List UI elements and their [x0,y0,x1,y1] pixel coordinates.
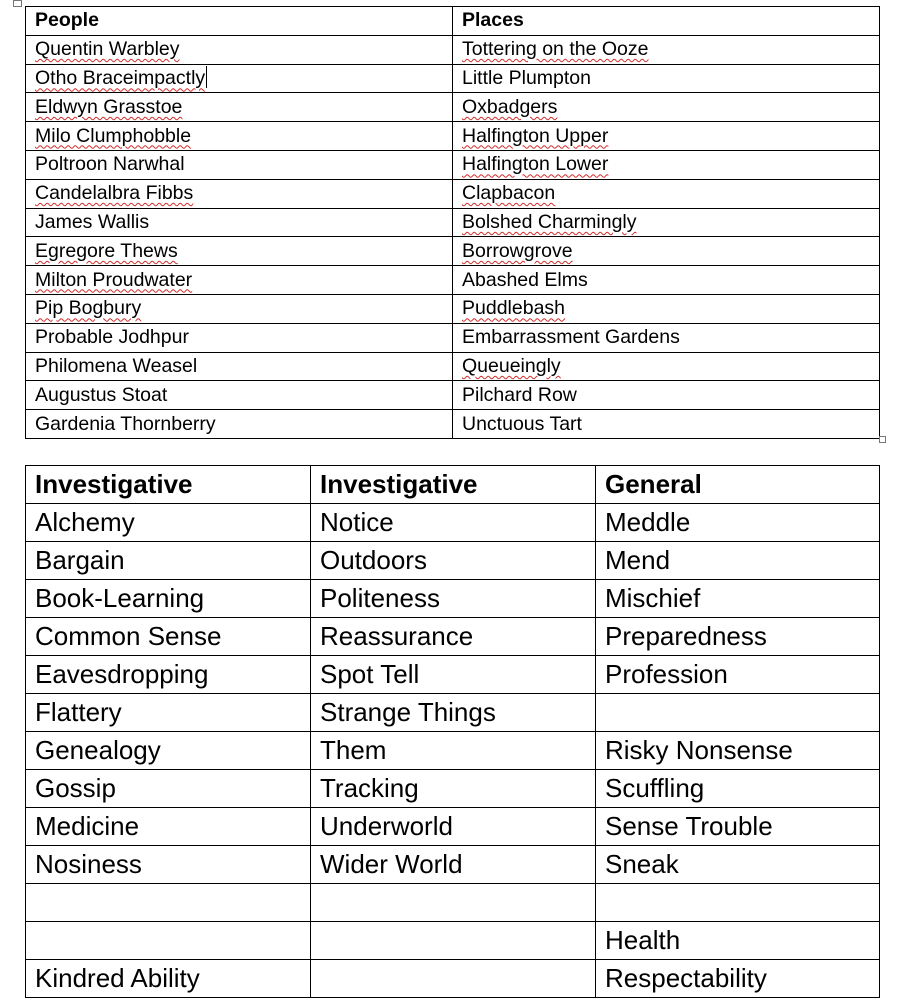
table-row [26,504,880,542]
header-cell-general[interactable]: General [596,466,880,504]
ability-cell-general[interactable]: Meddle [596,504,880,542]
table-row [26,846,880,884]
ability-cell-general[interactable]: Mischief [596,580,880,618]
table-row [26,808,880,846]
person-cell[interactable] [26,64,453,93]
place-cell[interactable] [453,35,880,64]
place-cell[interactable] [453,122,880,151]
ability-cell-general[interactable]: Preparedness [596,618,880,656]
ability-cell-general[interactable]: Scuffling [596,770,880,808]
ability-cell-investigative[interactable]: Notice [311,504,596,542]
ability-cell-investigative[interactable]: Gossip [26,770,311,808]
person-cell[interactable] [26,237,453,266]
place-cell[interactable] [453,266,880,295]
table-row [26,294,880,323]
ability-cell-general[interactable]: Sneak [596,846,880,884]
table-header-row [26,466,880,504]
person-name: Milo Clumphobble [35,124,192,147]
person-cell[interactable] [26,150,453,179]
person-cell[interactable] [26,122,453,151]
people-places-table [25,6,880,439]
table-row [26,35,880,64]
person-cell[interactable] [26,179,453,208]
place-name: Abashed Elms [462,268,588,291]
ability-cell-investigative[interactable]: Wider World [311,846,596,884]
person-name: James Wallis [35,210,150,233]
header-cell-investigative-1[interactable]: Investigative [26,466,311,504]
place-cell[interactable] [453,410,880,439]
person-name: Augustus Stoat [35,383,168,406]
person-name: Eldwyn Grasstoe [35,95,183,118]
place-name: Borrowgrove [462,239,573,262]
ability-cell-investigative[interactable] [311,884,596,922]
place-name: Puddlebash [462,297,566,320]
ability-cell-investigative[interactable]: Outdoors [311,542,596,580]
place-cell[interactable] [453,381,880,410]
table-row [26,410,880,439]
person-name: Philomena Weasel [35,354,198,377]
person-name: Gardenia Thornberry [35,412,216,435]
person-cell[interactable] [26,323,453,352]
place-cell[interactable] [453,150,880,179]
ability-cell-investigative[interactable]: Them [311,732,596,770]
ability-cell-investigative[interactable]: Underworld [311,808,596,846]
person-cell[interactable] [26,35,453,64]
place-cell[interactable] [453,208,880,237]
ability-cell-investigative[interactable] [26,884,311,922]
table-row [26,580,880,618]
person-name: Quentin Warbley [35,38,180,61]
person-name: Probable Jodhpur [35,326,189,349]
table-row [26,150,880,179]
table-row [26,960,880,998]
ability-cell-investigative[interactable]: Reassurance [311,618,596,656]
ability-cell-investigative[interactable]: Genealogy [26,732,311,770]
table-row [26,93,880,122]
ability-cell-general[interactable] [596,884,880,922]
ability-cell-investigative[interactable]: Nosiness [26,846,311,884]
place-cell[interactable] [453,352,880,381]
place-name: Queueingly [462,354,561,377]
ability-cell-general[interactable]: Mend [596,542,880,580]
table-row [26,122,880,151]
ability-cell-general[interactable]: Sense Trouble [596,808,880,846]
place-name: Halfington Upper [462,124,609,147]
place-cell[interactable] [453,179,880,208]
ability-cell-investigative[interactable]: Bargain [26,542,311,580]
person-name: Otho Braceimpactly [35,67,206,90]
text-cursor [206,66,207,88]
table-row [26,618,880,656]
person-cell[interactable] [26,266,453,295]
person-name: Milton Proudwater [35,268,193,291]
person-name: Poltroon Narwhal [35,153,185,176]
table-move-handle[interactable] [13,0,22,7]
place-name: Pilchard Row [462,383,577,406]
table-row [26,694,880,732]
table-row [26,732,880,770]
table-row [26,64,880,93]
header-cell-people[interactable]: People [26,7,453,36]
ability-cell-investigative[interactable]: Flattery [26,694,311,732]
ability-cell-general[interactable]: Risky Nonsense [596,732,880,770]
table-row [26,884,880,922]
table-row [26,266,880,295]
person-name: Pip Bogbury [35,297,142,320]
person-cell[interactable] [26,93,453,122]
table-row [26,323,880,352]
place-name: Bolshed Charmingly [462,210,637,233]
ability-cell-investigative[interactable]: Book-Learning [26,580,311,618]
ability-cell-investigative[interactable]: Eavesdropping [26,656,311,694]
table-row [26,542,880,580]
person-cell[interactable] [26,381,453,410]
ability-cell-investigative[interactable]: Kindred Ability [26,960,311,998]
table-row [26,237,880,266]
ability-cell-general[interactable]: Respectability [596,960,880,998]
ability-cell-general[interactable] [596,694,880,732]
header-cell-places[interactable]: Places [453,7,880,36]
ability-cell-general[interactable]: Health [596,922,880,960]
place-cell[interactable] [453,323,880,352]
person-name: Candelalbra Fibbs [35,182,194,205]
ability-cell-investigative[interactable]: Tracking [311,770,596,808]
place-name: Oxbadgers [462,95,558,118]
place-cell[interactable] [453,93,880,122]
table-row [26,352,880,381]
abilities-table [25,465,880,998]
ability-cell-investigative[interactable]: Medicine [26,808,311,846]
table-resize-handle[interactable] [879,436,886,443]
table-row [26,208,880,237]
person-name: Egregore Thews [35,239,178,262]
ability-cell-investigative[interactable]: Common Sense [26,618,311,656]
place-name: Tottering on the Ooze [462,38,649,61]
table-row [26,656,880,694]
place-name: Clapbacon [462,182,556,205]
header-cell-investigative-2[interactable]: Investigative [311,466,596,504]
person-cell[interactable] [26,208,453,237]
place-cell[interactable] [453,237,880,266]
ability-cell-investigative[interactable] [26,922,311,960]
place-name: Embarrassment Gardens [462,326,680,349]
person-cell[interactable] [26,352,453,381]
table-row [26,922,880,960]
ability-cell-investigative[interactable]: Spot Tell [311,656,596,694]
place-cell[interactable] [453,294,880,323]
table-row [26,381,880,410]
ability-cell-investigative[interactable] [311,960,596,998]
ability-cell-investigative[interactable]: Strange Things [311,694,596,732]
ability-cell-general[interactable]: Profession [596,656,880,694]
ability-cell-investigative[interactable]: Politeness [311,580,596,618]
place-name: Halfington Lower [462,153,609,176]
person-cell[interactable] [26,294,453,323]
place-cell[interactable] [453,64,880,93]
place-name: Unctuous Tart [462,412,582,435]
person-cell[interactable] [26,410,453,439]
table-row [26,179,880,208]
ability-cell-investigative[interactable]: Alchemy [26,504,311,542]
ability-cell-investigative[interactable] [311,922,596,960]
table-row [26,770,880,808]
place-name: Little Plumpton [462,66,591,89]
table-header-row [26,7,880,36]
